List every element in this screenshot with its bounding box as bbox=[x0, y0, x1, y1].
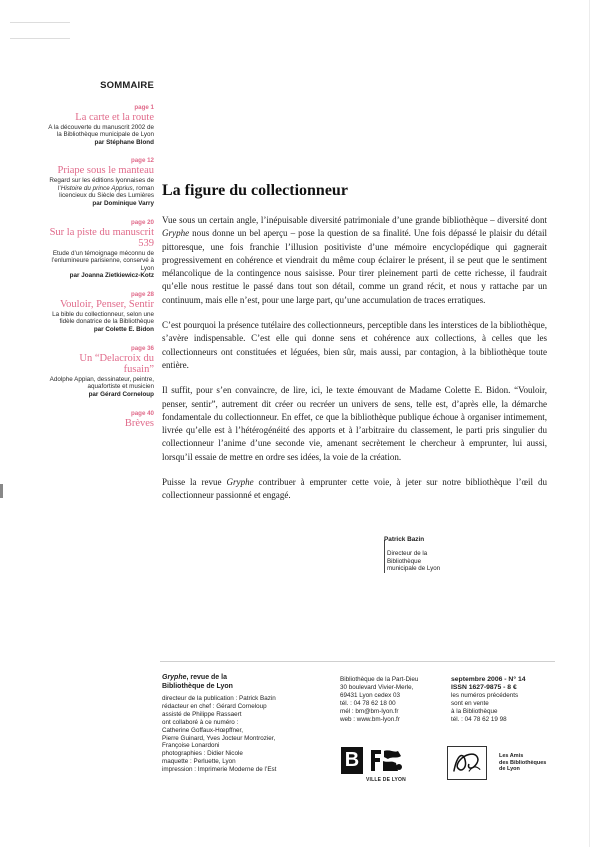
colophon-line: rédacteur en chef : Gérard Corneloup bbox=[162, 702, 267, 710]
crop-mark bbox=[10, 22, 70, 23]
issue-line: sont en vente bbox=[451, 699, 489, 707]
library-address bbox=[340, 676, 450, 723]
amis-label: Les Amis des Bibliothèques de Lyon bbox=[499, 753, 547, 773]
toc-entry[interactable] bbox=[48, 157, 154, 207]
colophon-line: assisté de Philippe Rassaert bbox=[162, 710, 242, 718]
toc-entry[interactable] bbox=[48, 104, 154, 146]
address-web[interactable]: web : www.bm-lyon.fr bbox=[340, 715, 400, 723]
colophon bbox=[162, 674, 324, 774]
address-phone: tél. : 04 78 62 18 00 bbox=[340, 699, 396, 707]
toc-page-number: page 1 bbox=[134, 104, 154, 111]
crop-mark bbox=[10, 38, 70, 39]
toc-author: par Dominique Varry bbox=[92, 199, 154, 207]
address-line: Bibliothèque de la Part-Dieu bbox=[340, 676, 419, 683]
toc-page-number: page 12 bbox=[130, 157, 154, 165]
toc-title[interactable]: Priape sous le manteau bbox=[57, 165, 154, 177]
issue-line: tél. : 04 78 62 19 98 bbox=[451, 715, 507, 723]
toc-page-number: page 20 bbox=[130, 218, 154, 226]
toc-description: A la découverte du manuscrit 2002 de la Bibliothèque municipale de Lyon bbox=[48, 123, 154, 139]
revue-name: Gryphe, revue de la Bibliothèque de Lyon bbox=[162, 674, 233, 690]
address-line: 69431 Lyon cedex 03 bbox=[340, 691, 400, 699]
ville-de-lyon-label: VILLE DE LYON bbox=[366, 777, 406, 783]
colophon-line: Catherine Goffaux-Hœpffner, bbox=[162, 726, 243, 734]
toc-author: par Gérard Corneloup bbox=[88, 390, 154, 398]
signature-name: Patrick Bazin bbox=[384, 536, 425, 543]
page-edge bbox=[589, 0, 590, 847]
signature-block bbox=[384, 536, 484, 573]
toc-page-number: page 36 bbox=[130, 344, 154, 352]
bibliotheque-logo: B bbox=[341, 747, 363, 774]
colophon-line: maquette : Perluette, Lyon bbox=[162, 758, 236, 766]
signature-role: Directeur de la Bibliothèque municipale de Lyon bbox=[384, 540, 484, 573]
article-paragraph: Il suffit, pour s’en convaincre, de lire, ici, le texte émouvant de Madame Colette E. Bidon. “Vouloir, penser, sentir”, autrement dit créer ou recréer un univers de sens, telle est, d’après elle, la démarche fondamentale du collectionneur. En effet, ce que la bibliothèque publique échoue à organiser intimement, livrée qu’elle est à l’hétérogénéité des apports et à l’arbitraire du classement, le parti pris singulier du collectionneur l’anime d’une seconde vie, amenant secrètement le chercheur à emprunter, lui aussi, lorsqu’il essaie de mettre en ordre ses idées, la voie de la création. bbox=[162, 385, 547, 462]
colophon-line: directeur de la publication : Patrick Bazin bbox=[162, 695, 276, 702]
colophon-line: Françoise Lonardoni bbox=[162, 742, 220, 750]
toc-entry[interactable] bbox=[48, 410, 154, 430]
toc-author: par Joanna Zietkiewicz-Kotz bbox=[69, 272, 154, 280]
toc-title[interactable]: Un “Delacroix du fusain” bbox=[79, 352, 154, 376]
colophon-line: ont collaboré à ce numéro : bbox=[162, 718, 239, 726]
toc-author: par Stéphane Blond bbox=[94, 138, 154, 146]
editorial-article bbox=[162, 182, 547, 515]
toc-description: Adolphe Appian, dessinateur, peintre, aquafortiste et musicien bbox=[49, 375, 154, 391]
toc-title[interactable]: Vouloir, Penser, Sentir bbox=[59, 299, 154, 311]
binding-mark bbox=[0, 484, 3, 498]
toc-description: La bible du collectionneur, selon une fidèle donatrice de la Bibliothèque bbox=[52, 310, 154, 326]
toc-entry[interactable] bbox=[48, 345, 154, 399]
address-line: 30 boulevard Vivier-Merle, bbox=[340, 683, 414, 691]
article-paragraph: Vue sous un certain angle, l’inépuisable diversité patrimoniale d’une grande bibliothèque – diversité dont Gryphe nous donne un bel aperçu – pose la question de sa finalité. Une fois dépassé le plaisir du détail pittoresque, une fois franchie l’illusion positiviste d’une mémoire encyclopédique qui gagnerait progressivement en cohérence et viendrait du même coup éclairer le présent, il se peut que le sentiment mélancolique de la contingence nous saisisse. Pour tirer pleinement parti de cette richesse, il faudrait qu’elle nous restitue le passé dans tout son détail, comme un grand récit, et nous y rattache par un continuum, mais elle n’est, pour une large part, qu’une accumulation de traces erratiques. bbox=[162, 215, 547, 305]
colophon-line: impression : Imprimerie Moderne de l’Est bbox=[162, 766, 277, 774]
address-email[interactable]: mél : bm@bm-lyon.fr bbox=[340, 707, 399, 715]
article-title: La figure du collectionneur bbox=[162, 182, 348, 199]
article-paragraph: C’est pourquoi la présence tutélaire des collectionneurs, perceptible dans les interstices de la bibliothèque, s’avère indispensable. C’est elle qui donne sens et cohérence aux collections, à celles que les collectionneurs ont constituées et léguées, bien sûr, mais aussi, par contagion, à la bibliothèque toute entière. bbox=[162, 320, 547, 370]
table-of-contents bbox=[48, 80, 154, 440]
toc-title[interactable]: La carte et la route bbox=[75, 112, 154, 123]
colophon-line: Pierre Guinard, Yves Jocteur Montrozier, bbox=[162, 734, 276, 742]
toc-entry[interactable] bbox=[48, 291, 154, 333]
ville-de-lyon-logo-icon bbox=[368, 747, 406, 774]
toc-page-number: page 28 bbox=[130, 291, 154, 299]
article-paragraph: Puisse la revue Gryphe contribuer à emprunter cette voie, à jeter sur notre bibliothèque l’œil du collectionneur passionné et engagé. bbox=[162, 477, 548, 501]
issue-line: les numéros précédents bbox=[451, 691, 519, 699]
toc-description: Etude d’un témoignage méconnu de l’enlumineure parisienne, conservé à Lyon bbox=[51, 249, 154, 272]
toc-title[interactable]: Brèves bbox=[124, 417, 154, 429]
amis-bibliotheques-logo-icon bbox=[447, 746, 487, 780]
toc-description: Regard sur les éditions lyonnaises de l’Histoire du prince Apprius, roman licencieux du Siècle des Lumières bbox=[49, 176, 154, 200]
issue-date: septembre 2006 - N° 14 bbox=[451, 676, 526, 683]
colophon-line: photographies : Didier Nicole bbox=[162, 750, 243, 758]
issue-line: à la Bibliothèque bbox=[451, 707, 498, 715]
issue-issn: ISSN 1627-9875 - 8 € bbox=[451, 683, 517, 691]
toc-author: par Colette E. Bidon bbox=[93, 325, 154, 333]
toc-page-number: page 40 bbox=[130, 409, 154, 417]
toc-title[interactable]: Sur la piste du manuscrit 539 bbox=[49, 226, 154, 250]
issue-info bbox=[451, 676, 555, 723]
toc-entry[interactable] bbox=[48, 219, 154, 281]
footer-divider bbox=[160, 661, 555, 662]
toc-heading: SOMMAIRE bbox=[100, 80, 154, 91]
